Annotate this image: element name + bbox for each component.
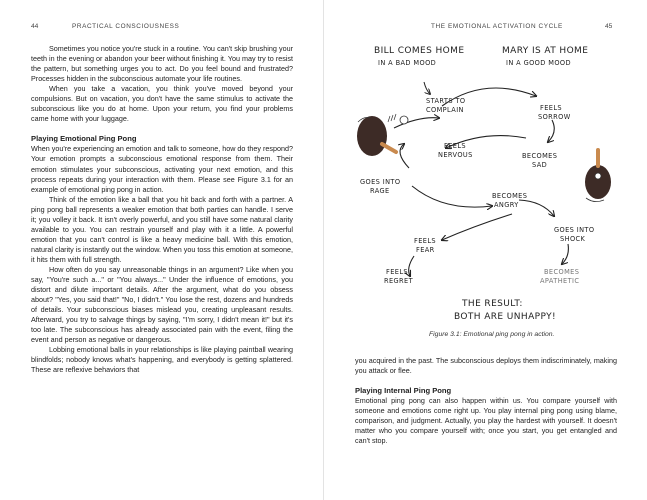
label-mary-line2: IN A GOOD MOOD (506, 59, 571, 67)
label-sad-line2: SAD (532, 161, 548, 169)
paragraph: Think of the emotion like a ball that you hit back and forth with a partner. A ping pong ball represents a weaker emotion that both parties can handle. I serve it; you volley it back. It isn't overly powerful, and you still have some natural clarity available to you. You can restrain yourself and play with it a little. A powerful emotion that you can't control is like a heavy medicine ball. With this emotion, natural clarity is instantly out the window. When you toss this emotion at someone, it hits them with full strength. (31, 194, 293, 264)
label-angry-line1: BECOMES (492, 192, 528, 200)
paragraph: Sometimes you notice you're stuck in a routine. You can't skip brushing your teeth in the evening or abandon your beer without finishing it. You may try to resist the pattern, but something urges you to act. Do you feel bound and frustrated? Processes hidden in the subconscious automate your life routines. (31, 44, 293, 84)
emotional-ping-pong-figure (354, 36, 616, 326)
left-page (0, 0, 323, 500)
label-bill-line2: IN A BAD MOOD (378, 59, 437, 67)
arrow (409, 256, 414, 276)
bill-paddle-icon (357, 116, 396, 156)
label-result-line2: BOTH ARE UNHAPPY! (454, 312, 556, 322)
label-starts-line2: COMPLAIN (426, 106, 464, 114)
arrow (442, 214, 512, 240)
label-result-line1: THE RESULT: (462, 299, 523, 309)
left-running-head: PRACTICAL CONSCIOUSNESS (72, 23, 180, 30)
right-running-head: THE EMOTIONAL ACTIVATION CYCLE (431, 23, 563, 30)
left-body-text (31, 44, 293, 376)
label-shock-line2: SHOCK (560, 235, 586, 243)
label-fear-line1: FEELS (414, 237, 436, 245)
figure-caption: Figure 3.1: Emotional ping pong in action. (429, 331, 555, 338)
paragraph: How often do you say unreasonable things in an argument? Like when you say, "You're such a..." or "You always..." Under the influence of emotions, you distort and dilute important details. After the argument, what do you obsess about? "Yes, you said that!" "No, I didn't." You lose the rest, dozens and hundreds of details. Your subconscious biases mislead you, creating unpleasant results. Afterward, you try to salvage things by saying, "I'm sorry, I didn't mean it!" but it's too late. The subconscious has already associated pain with the event, filing the event and person as negative or dangerous. (31, 264, 293, 345)
label-bill-line1: BILL COMES HOME (374, 46, 465, 56)
arrow (548, 120, 554, 142)
arrow (562, 244, 568, 264)
label-sad-line1: BECOMES (522, 152, 558, 160)
mary-paddle-icon (585, 150, 611, 202)
label-rage-line1: GOES INTO (360, 178, 401, 186)
arrow (424, 82, 430, 94)
right-page-number: 45 (605, 23, 613, 30)
bill-ball-icon (388, 114, 408, 124)
paragraph: When you take a vacation, you think you've moved beyond your compulsions. But on vacation, you don't have the same stimulus to activate the subconscious like you do at home. Upon your return, you find your problems came home with your luggage. (31, 84, 293, 124)
label-nervous-line2: NERVOUS (438, 151, 473, 159)
arrow (412, 186, 492, 207)
label-sorrow-line2: SORROW (538, 113, 571, 121)
label-fear-line2: FEAR (416, 246, 435, 254)
label-shock-line1: GOES INTO (554, 226, 595, 234)
label-rage-line2: RAGE (370, 187, 390, 195)
section-heading: Playing Internal Ping Pong (355, 386, 452, 396)
paragraph: Lobbing emotional balls in your relationships is like playing paintball wearing blindfolds; nobody knows what's happening, and everybody is getting splattered. These are reflexive behaviors that (31, 345, 293, 375)
section-heading: Playing Emotional Ping Pong (31, 134, 137, 144)
label-regret-line2: REGRET (384, 277, 414, 285)
label-regret-line1: FEELS (386, 268, 408, 276)
paragraph: you acquired in the past. The subconscious deploys them indiscriminately, making you attack or flee. (355, 356, 617, 376)
label-sorrow-line1: FEELS (540, 104, 562, 112)
right-body-text (355, 356, 617, 446)
left-page-number: 44 (31, 23, 39, 30)
paragraph: Emotional ping pong can also happen within us. You compare yourself with someone and emotions come right up. You play internal ping pong using blame, comparison, and judgment. Actually, you play the hardest with yourself. It doesn't matter who you compare yourself with; once you start, you get entangled and can't stop. (355, 396, 617, 446)
paragraph: When you're experiencing an emotion and talk to someone, how do they respond? Your emotion prompts a subconscious emotional response from them. Their emotion stimulates your subconscious, activating your next emotion, and this process repeats during your interaction with them. Please see Figure 3.1 for an example of emotional ping pong in action. (31, 144, 293, 194)
label-starts-line1: STARTS TO (426, 97, 466, 105)
label-mary-line1: MARY IS AT HOME (502, 46, 589, 56)
label-nervous-line1: FEELS (444, 142, 466, 150)
right-page (324, 0, 647, 500)
label-apathetic-line2: APATHETIC (540, 277, 580, 285)
label-apathetic-line1: BECOMES (544, 268, 580, 276)
arrow (400, 144, 409, 168)
label-angry-line2: ANGRY (494, 201, 519, 209)
arrow (519, 200, 554, 216)
